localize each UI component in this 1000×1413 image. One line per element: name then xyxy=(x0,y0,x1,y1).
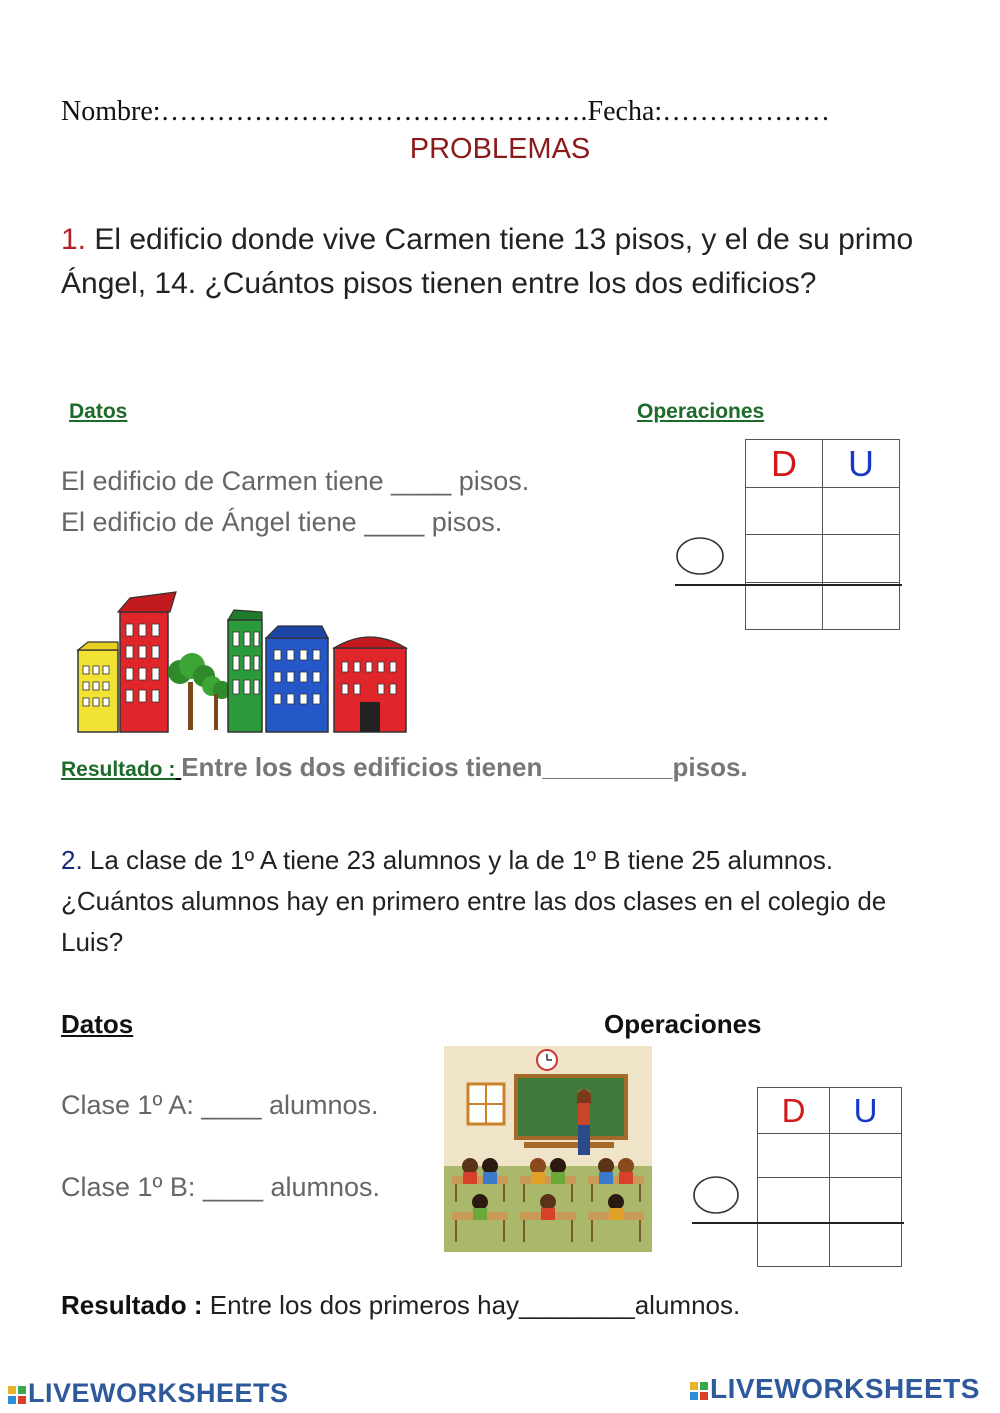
grid-header-u: U xyxy=(823,440,900,488)
buildings-illustration xyxy=(74,590,414,735)
name-date-line xyxy=(61,96,830,128)
fecha-field[interactable]: ……………… xyxy=(662,96,831,127)
fecha-label: Fecha: xyxy=(587,96,663,127)
problem-2-text: La clase de 1º A tiene 23 alumnos y la de 1º B tiene 25 alumnos. ¿Cuántos alumnos hay en primero entre las dos clases en el colegio de Luis? xyxy=(61,845,887,957)
problem-1-resultado-label: Resultado : xyxy=(61,758,176,781)
nombre-label: Nombre: xyxy=(61,96,161,127)
grid-cell[interactable] xyxy=(746,583,823,630)
grid-header-d: D xyxy=(746,440,823,488)
grid-header-d: D xyxy=(758,1088,830,1134)
classroom-illustration xyxy=(444,1046,652,1252)
problem-1-datos-heading: Datos xyxy=(69,400,128,423)
problem-1-resultado xyxy=(61,752,748,783)
liveworksheets-logo-left: LIVEWORKSHEETS xyxy=(8,1378,289,1409)
problem-1-text: El edificio donde vive Carmen tiene 13 pisos, y el de su primo Ángel, 14. ¿Cuántos pisos tienen entre los dos edificios? xyxy=(61,223,914,300)
liveworksheets-mark-icon xyxy=(8,1386,26,1404)
problem-2-du-grid xyxy=(757,1087,902,1267)
grid-header-u: U xyxy=(830,1088,902,1134)
grid-cell[interactable] xyxy=(830,1178,902,1223)
operator-circle-icon[interactable] xyxy=(672,532,732,580)
problem-2-datos-line-2[interactable]: Clase 1º B: ____ alumnos. xyxy=(61,1172,381,1202)
problem-2-number: 2. xyxy=(61,845,83,875)
page-title: PROBLEMAS xyxy=(409,133,591,165)
problem-1-datos-line-1[interactable]: El edificio de Carmen tiene ____ pisos. xyxy=(61,466,530,496)
problem-1-datos-line-2[interactable]: El edificio de Ángel tiene ____ pisos. xyxy=(61,507,503,537)
problem-2-resultado xyxy=(61,1290,740,1321)
grid-cell[interactable] xyxy=(746,488,823,535)
problem-1-resultado-text[interactable]: Entre los dos edificios tienen_________pisos. xyxy=(181,752,748,782)
problem-2-resultado-text[interactable]: Entre los dos primeros hay________alumnos. xyxy=(202,1290,741,1320)
grid-cell[interactable] xyxy=(823,488,900,535)
liveworksheets-mark-icon xyxy=(690,1382,708,1400)
problem-2-datos-line-1[interactable]: Clase 1º A: ____ alumnos. xyxy=(61,1090,379,1120)
problem-1-operaciones-heading: Operaciones xyxy=(637,400,765,423)
sum-line xyxy=(675,584,902,586)
problem-2-resultado-label: Resultado : xyxy=(61,1290,203,1320)
grid-cell[interactable] xyxy=(758,1223,830,1267)
problem-1-du-grid xyxy=(745,439,900,630)
grid-cell[interactable] xyxy=(746,535,823,583)
nombre-field[interactable]: ………………………………………. xyxy=(160,96,588,127)
problem-1-statement xyxy=(61,218,941,306)
problem-2-statement xyxy=(61,840,941,963)
grid-cell[interactable] xyxy=(823,583,900,630)
grid-cell[interactable] xyxy=(758,1178,830,1223)
grid-cell[interactable] xyxy=(823,535,900,583)
problem-2-datos-heading: Datos xyxy=(61,1009,134,1039)
operator-circle-icon[interactable] xyxy=(689,1172,749,1220)
grid-cell[interactable] xyxy=(830,1223,902,1267)
grid-cell[interactable] xyxy=(830,1134,902,1178)
grid-cell[interactable] xyxy=(758,1134,830,1178)
sum-line xyxy=(692,1222,904,1224)
liveworksheets-logo-right: LIVEWORKSHEETS xyxy=(690,1373,980,1405)
problem-1-number: 1. xyxy=(61,223,87,256)
problem-2-operaciones-heading: Operaciones xyxy=(604,1009,762,1039)
